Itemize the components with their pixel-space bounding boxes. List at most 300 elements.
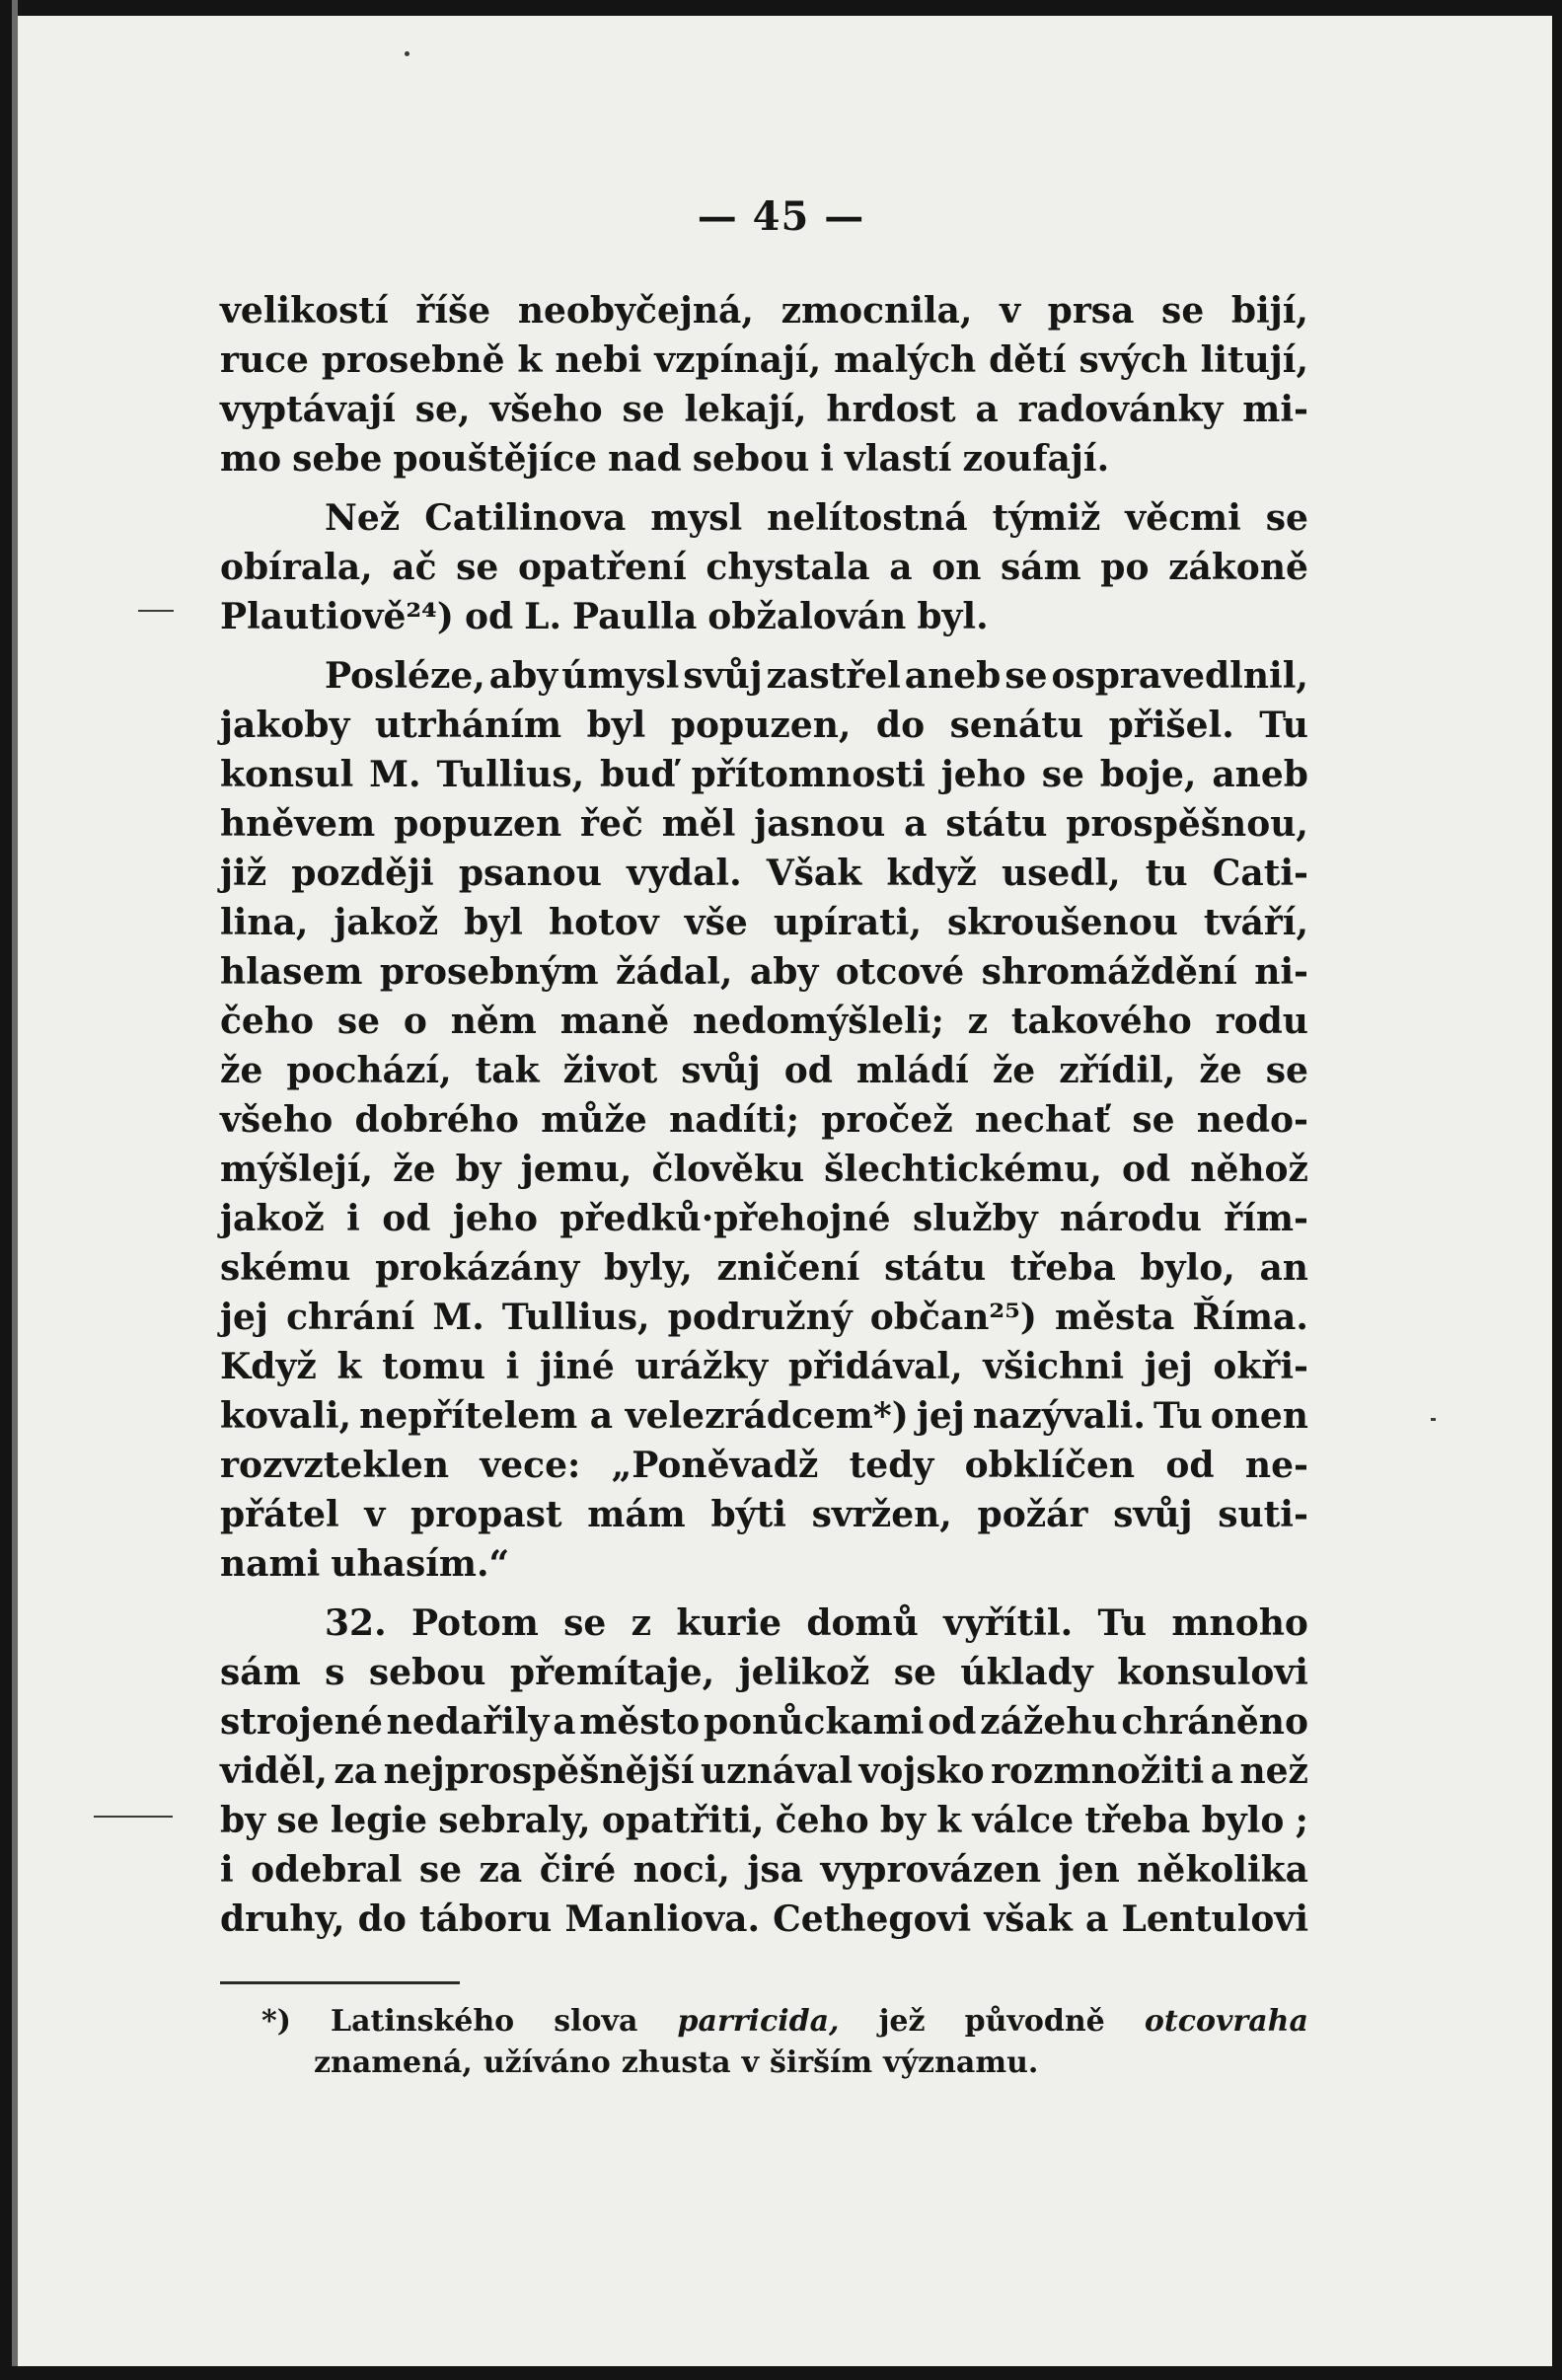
word: jej xyxy=(1144,1346,1193,1387)
text-line xyxy=(220,1046,1308,1095)
word: podružný xyxy=(667,1297,853,1338)
word: kurie xyxy=(676,1602,782,1644)
word: tak xyxy=(475,1050,540,1091)
word: Než xyxy=(325,497,401,539)
word: Cati- xyxy=(1212,853,1308,894)
word: opatření xyxy=(517,547,687,588)
word: pročež xyxy=(821,1099,953,1141)
word: skému xyxy=(220,1247,351,1289)
text-line xyxy=(220,1697,1308,1747)
word: zničení xyxy=(716,1247,860,1289)
word: předků·přehojné xyxy=(559,1198,891,1239)
word: jelikož xyxy=(738,1652,870,1693)
word: bylo, xyxy=(1140,1247,1235,1289)
word: znamená, xyxy=(314,2045,473,2080)
text-line xyxy=(220,1490,1308,1539)
word: i xyxy=(346,1198,360,1239)
word: Však xyxy=(766,853,862,894)
word: maně xyxy=(559,1001,670,1042)
word: že xyxy=(393,1149,436,1190)
word: by xyxy=(879,1800,926,1841)
word: vydal. xyxy=(627,853,742,894)
word: a xyxy=(975,389,999,430)
word: otcové xyxy=(835,951,965,993)
word: se xyxy=(563,1602,607,1644)
word: byl. xyxy=(917,596,989,637)
word: lina, xyxy=(220,902,309,943)
word: třeba xyxy=(1084,1800,1191,1841)
word: nedo- xyxy=(1196,1099,1308,1141)
word: okři- xyxy=(1213,1346,1308,1387)
footnote-line-1 xyxy=(261,2001,1308,2043)
text-line xyxy=(220,1845,1308,1895)
word: vojsko xyxy=(858,1750,985,1792)
word: řeč xyxy=(580,803,643,845)
word: mnoho xyxy=(1171,1602,1308,1644)
speck xyxy=(405,51,409,56)
text-line xyxy=(220,1599,1308,1648)
scan-edge-left-inner xyxy=(12,0,18,2380)
word: nad xyxy=(608,438,682,480)
word: prosebně xyxy=(321,339,505,381)
word: a xyxy=(553,1701,576,1743)
word: sebou xyxy=(692,438,810,480)
text-line xyxy=(220,997,1308,1046)
word: urážky xyxy=(634,1346,769,1387)
word: opatřiti, xyxy=(601,1800,765,1841)
word: popuzen xyxy=(394,803,562,845)
word: život xyxy=(562,1050,658,1091)
word: že xyxy=(992,1050,1036,1091)
word: otcovraha xyxy=(1144,2004,1308,2039)
text-line xyxy=(220,1747,1308,1796)
word: mládí xyxy=(855,1050,969,1091)
page-number: — 45 — xyxy=(697,193,865,240)
word: z xyxy=(967,1001,989,1042)
word: zřídil, xyxy=(1059,1050,1176,1091)
word: hlasem xyxy=(220,951,363,993)
margin-mark xyxy=(138,610,174,612)
word: k xyxy=(936,1800,962,1841)
text-line xyxy=(220,385,1308,434)
word: parricida, xyxy=(677,2004,840,2039)
word: vlastí xyxy=(844,438,952,480)
word: jsa xyxy=(747,1849,804,1891)
word: jen xyxy=(1058,1849,1120,1891)
word: Manliova. xyxy=(564,1898,760,1940)
word: užíváno xyxy=(483,2045,611,2080)
word: a xyxy=(1210,1750,1233,1792)
word: do xyxy=(875,705,926,746)
word: radovánky xyxy=(1017,389,1224,430)
word: svržen, xyxy=(811,1494,952,1535)
word: nebi xyxy=(555,339,642,381)
text-line xyxy=(220,434,1308,483)
word: nazývali. xyxy=(972,1395,1146,1437)
word: přítomnosti xyxy=(691,754,926,795)
word: se xyxy=(622,389,665,430)
text-line xyxy=(220,1194,1308,1243)
word: ospravedlnil, xyxy=(1051,655,1308,697)
word: Plautiově²⁴) xyxy=(220,596,454,637)
word: psanou xyxy=(458,853,602,894)
word: hotov xyxy=(548,902,659,943)
word: Posléze, xyxy=(325,655,485,697)
word: požár xyxy=(977,1494,1088,1535)
word: jej xyxy=(220,1297,268,1338)
word: jiné xyxy=(540,1346,615,1387)
word: Cethegovi xyxy=(773,1898,972,1940)
word: i xyxy=(505,1346,520,1387)
word: v xyxy=(1000,290,1020,332)
word: svůj xyxy=(683,655,763,697)
word: od xyxy=(1165,1445,1215,1486)
word: vyptávají xyxy=(220,389,396,430)
word: k xyxy=(517,339,543,381)
word: skroušenou xyxy=(947,902,1178,943)
text-line xyxy=(220,799,1308,849)
word: rozvzteklen xyxy=(220,1445,450,1486)
footnote-rule xyxy=(220,1981,460,1984)
word: malých xyxy=(834,339,977,381)
word: strojené xyxy=(220,1701,383,1743)
word: buď xyxy=(600,754,676,795)
word: již xyxy=(220,853,267,894)
word: shromáždění xyxy=(981,951,1237,993)
word: přidával, xyxy=(787,1346,963,1387)
word: a xyxy=(904,803,928,845)
word: říše xyxy=(415,290,491,332)
word: vše xyxy=(684,902,748,943)
word: sebe xyxy=(292,438,383,480)
word: senátu xyxy=(949,705,1084,746)
word: že xyxy=(1199,1050,1242,1091)
word: sám xyxy=(1001,547,1081,588)
scan-edge-right xyxy=(1552,0,1562,2380)
word: že xyxy=(220,1050,263,1091)
word: ač xyxy=(392,547,437,588)
word: za xyxy=(479,1849,523,1891)
word: třeba xyxy=(1009,1247,1116,1289)
margin-mark xyxy=(94,1816,173,1818)
word: se xyxy=(276,1800,320,1841)
word: žádal, xyxy=(615,951,733,993)
word: Tu xyxy=(1259,705,1308,746)
word: aneb xyxy=(904,655,1002,697)
word: Lentulovi xyxy=(1121,1898,1308,1940)
word: an xyxy=(1259,1247,1308,1289)
word: do xyxy=(357,1898,407,1940)
word: ruce xyxy=(220,339,309,381)
word: od xyxy=(783,1050,833,1091)
word: propast xyxy=(410,1494,562,1535)
text-line xyxy=(220,1243,1308,1293)
word: než xyxy=(1239,1750,1308,1792)
word: ni- xyxy=(1254,951,1308,993)
word: úmysl xyxy=(561,655,680,697)
word: člověku xyxy=(651,1149,805,1190)
word: se xyxy=(1265,1050,1308,1091)
word: přátel xyxy=(220,1494,339,1535)
word: státu xyxy=(884,1247,987,1289)
word: může xyxy=(541,1099,647,1141)
word: města xyxy=(1055,1297,1175,1338)
word: občan²⁵) xyxy=(869,1297,1037,1338)
word: boje, xyxy=(1099,754,1197,795)
word: *) xyxy=(261,2004,291,2039)
word: se xyxy=(1041,754,1084,795)
word: L. xyxy=(524,596,561,637)
word: mo xyxy=(220,438,282,480)
word: zmocnila, xyxy=(781,290,973,332)
word: byl xyxy=(464,902,523,943)
word: po xyxy=(1100,547,1150,588)
word: zhusta xyxy=(621,2045,731,2080)
word: nepřítelem a velezrádcem*) xyxy=(359,1395,909,1437)
word: neobyčejná, xyxy=(517,290,754,332)
word: by xyxy=(220,1800,266,1841)
word: se xyxy=(1132,1099,1175,1141)
word: mi- xyxy=(1242,389,1308,430)
word: upírati, xyxy=(773,902,922,943)
word: popuzen, xyxy=(670,705,852,746)
word: tu xyxy=(1145,853,1188,894)
word: druhy, xyxy=(220,1898,345,1940)
word: se xyxy=(336,1001,381,1042)
word: věcmi xyxy=(1125,497,1241,539)
word: svých xyxy=(1079,339,1188,381)
word: sám xyxy=(220,1652,301,1693)
word: čeho xyxy=(220,1001,315,1042)
word: odebral xyxy=(251,1849,403,1891)
word: Latinského xyxy=(330,2004,515,2039)
word: mýšlejí, xyxy=(220,1149,374,1190)
word: aby xyxy=(488,655,558,697)
word: M. xyxy=(432,1297,484,1338)
word: úklady xyxy=(960,1652,1093,1693)
word: noci, xyxy=(632,1849,730,1891)
word: Paulla xyxy=(572,596,698,637)
word: k xyxy=(336,1346,362,1387)
word: Říma. xyxy=(1192,1297,1308,1338)
word: Tullius, xyxy=(436,754,585,795)
word: zastřel xyxy=(766,655,901,697)
word: Catilinova xyxy=(424,497,627,539)
word: slova xyxy=(554,2004,638,2039)
word: zoufají. xyxy=(962,438,1110,480)
word: bijí, xyxy=(1230,290,1308,332)
word: šlechtickému, xyxy=(824,1149,1102,1190)
word: i xyxy=(220,1849,234,1891)
word: chrání xyxy=(286,1297,415,1338)
word: jasnou xyxy=(754,803,886,845)
word: sebraly, xyxy=(438,1800,591,1841)
word: vece: xyxy=(480,1445,581,1486)
word: čiré xyxy=(539,1849,617,1891)
word: a xyxy=(1085,1898,1109,1940)
word: by xyxy=(455,1149,501,1190)
word: se xyxy=(1004,655,1048,697)
word: týmiž xyxy=(992,497,1101,539)
word: všeho xyxy=(489,389,603,430)
word: hrdost xyxy=(826,389,956,430)
word: byly, xyxy=(604,1247,693,1289)
text-line xyxy=(220,947,1308,997)
word: byl xyxy=(586,705,646,746)
word: Tu xyxy=(1153,1395,1203,1437)
word: se, xyxy=(414,389,471,430)
word: M. xyxy=(369,754,421,795)
word: v xyxy=(741,2045,760,2080)
word: o xyxy=(403,1001,427,1042)
scan-edge-top xyxy=(0,0,1562,16)
word: vyprovázen xyxy=(820,1849,1042,1891)
word: národu xyxy=(1060,1198,1202,1239)
word: však xyxy=(984,1898,1073,1940)
text-line xyxy=(220,898,1308,947)
text-line xyxy=(220,335,1308,385)
word: měl xyxy=(661,803,736,845)
word: nechať xyxy=(974,1099,1111,1141)
text-line xyxy=(220,286,1308,335)
word: nami xyxy=(220,1543,321,1585)
word: utrháním xyxy=(374,705,562,746)
text-line xyxy=(220,651,1308,701)
word: usedl, xyxy=(1001,853,1121,894)
word: tedy xyxy=(849,1445,934,1486)
word: sebou xyxy=(368,1652,486,1693)
word: Tullius, xyxy=(501,1297,650,1338)
word: pouštějíce xyxy=(393,438,598,480)
word: od xyxy=(928,1701,977,1743)
word: aneb xyxy=(1212,754,1308,795)
word: jakoby xyxy=(220,705,350,746)
word: býti xyxy=(710,1494,786,1535)
word: když xyxy=(886,853,977,894)
word: nelítostná xyxy=(767,497,968,539)
word: onen xyxy=(1210,1395,1308,1437)
word: Tu xyxy=(1097,1602,1148,1644)
word: se xyxy=(456,547,499,588)
word: všichni xyxy=(983,1346,1125,1387)
word: konsulovi xyxy=(1117,1652,1308,1693)
word: rozmnožiti xyxy=(991,1750,1205,1792)
word: od xyxy=(464,596,514,637)
word: svůj xyxy=(1113,1494,1193,1535)
word: svůj xyxy=(681,1050,761,1091)
word: s xyxy=(325,1652,345,1693)
word: řím- xyxy=(1224,1198,1308,1239)
word: Potom xyxy=(410,1602,539,1644)
text-line xyxy=(220,1293,1308,1342)
word: jeho xyxy=(940,754,1026,795)
word: město xyxy=(579,1701,701,1743)
word: bylo xyxy=(1201,1800,1285,1841)
word: nedařily xyxy=(386,1701,550,1743)
word: dobrého xyxy=(354,1099,519,1141)
word: jakož xyxy=(220,1198,325,1239)
word: obžalován xyxy=(707,596,907,637)
word: uznával xyxy=(700,1750,853,1792)
word: od xyxy=(1122,1149,1171,1190)
word: uhasím.“ xyxy=(331,1543,510,1585)
word: se xyxy=(893,1652,936,1693)
text-line xyxy=(220,1441,1308,1490)
word: táboru xyxy=(419,1898,553,1940)
word: litují, xyxy=(1200,339,1308,381)
word: nedomýšleli; xyxy=(693,1001,944,1042)
word: aby xyxy=(749,951,819,993)
word: 32. xyxy=(325,1602,387,1644)
text-line xyxy=(220,750,1308,799)
text-line xyxy=(220,493,1308,543)
word: státu xyxy=(945,803,1048,845)
word: prospěšnou, xyxy=(1066,803,1308,845)
word: i xyxy=(820,438,834,480)
word: dětí xyxy=(989,339,1067,381)
word: takového xyxy=(1010,1001,1192,1042)
text-line xyxy=(220,1539,1308,1589)
text-line xyxy=(220,1095,1308,1145)
word: vyřítil. xyxy=(943,1602,1074,1644)
scan-edge-left xyxy=(0,0,12,2380)
text-line xyxy=(220,1342,1308,1391)
word: on xyxy=(931,547,982,588)
word: domů xyxy=(806,1602,919,1644)
word: se xyxy=(418,1849,462,1891)
word: jakož xyxy=(334,902,439,943)
word: nejprospěšnější xyxy=(383,1750,695,1792)
word: jeho xyxy=(452,1198,538,1239)
word: tváří, xyxy=(1203,902,1308,943)
word: mysl xyxy=(650,497,743,539)
word: obklíčen xyxy=(964,1445,1136,1486)
word: přemítaje, xyxy=(509,1652,715,1693)
word: za xyxy=(334,1750,378,1792)
word: jej xyxy=(916,1395,965,1437)
word: ponůckami xyxy=(703,1701,925,1743)
text-line xyxy=(220,592,1308,641)
word: později xyxy=(291,853,434,894)
text-line xyxy=(220,1796,1308,1845)
speck xyxy=(1431,1418,1436,1421)
word: chráněno xyxy=(1121,1701,1308,1743)
word: „Poněvadž xyxy=(611,1445,819,1486)
footnote-line-2 xyxy=(314,2043,1038,2084)
word: významu. xyxy=(883,2045,1039,2080)
word: jež xyxy=(878,2004,926,2039)
word: jemu, xyxy=(520,1149,632,1190)
word: přišel. xyxy=(1108,705,1234,746)
word: velikostí xyxy=(220,290,389,332)
word: mám xyxy=(587,1494,686,1535)
word: v xyxy=(364,1494,386,1535)
word: suti- xyxy=(1218,1494,1308,1535)
text-line xyxy=(220,1895,1308,1944)
text-line xyxy=(220,1391,1308,1441)
word: čeho xyxy=(775,1800,869,1841)
word: kovali, xyxy=(220,1395,352,1437)
word: vzpínají, xyxy=(654,339,822,381)
word: zážehu xyxy=(980,1701,1118,1743)
word: z xyxy=(631,1602,652,1644)
word: nadíti; xyxy=(669,1099,800,1141)
word: služby xyxy=(912,1198,1038,1239)
word: všeho xyxy=(220,1099,334,1141)
word: prosebným xyxy=(379,951,599,993)
word: a xyxy=(889,547,913,588)
word: něhož xyxy=(1190,1149,1308,1190)
